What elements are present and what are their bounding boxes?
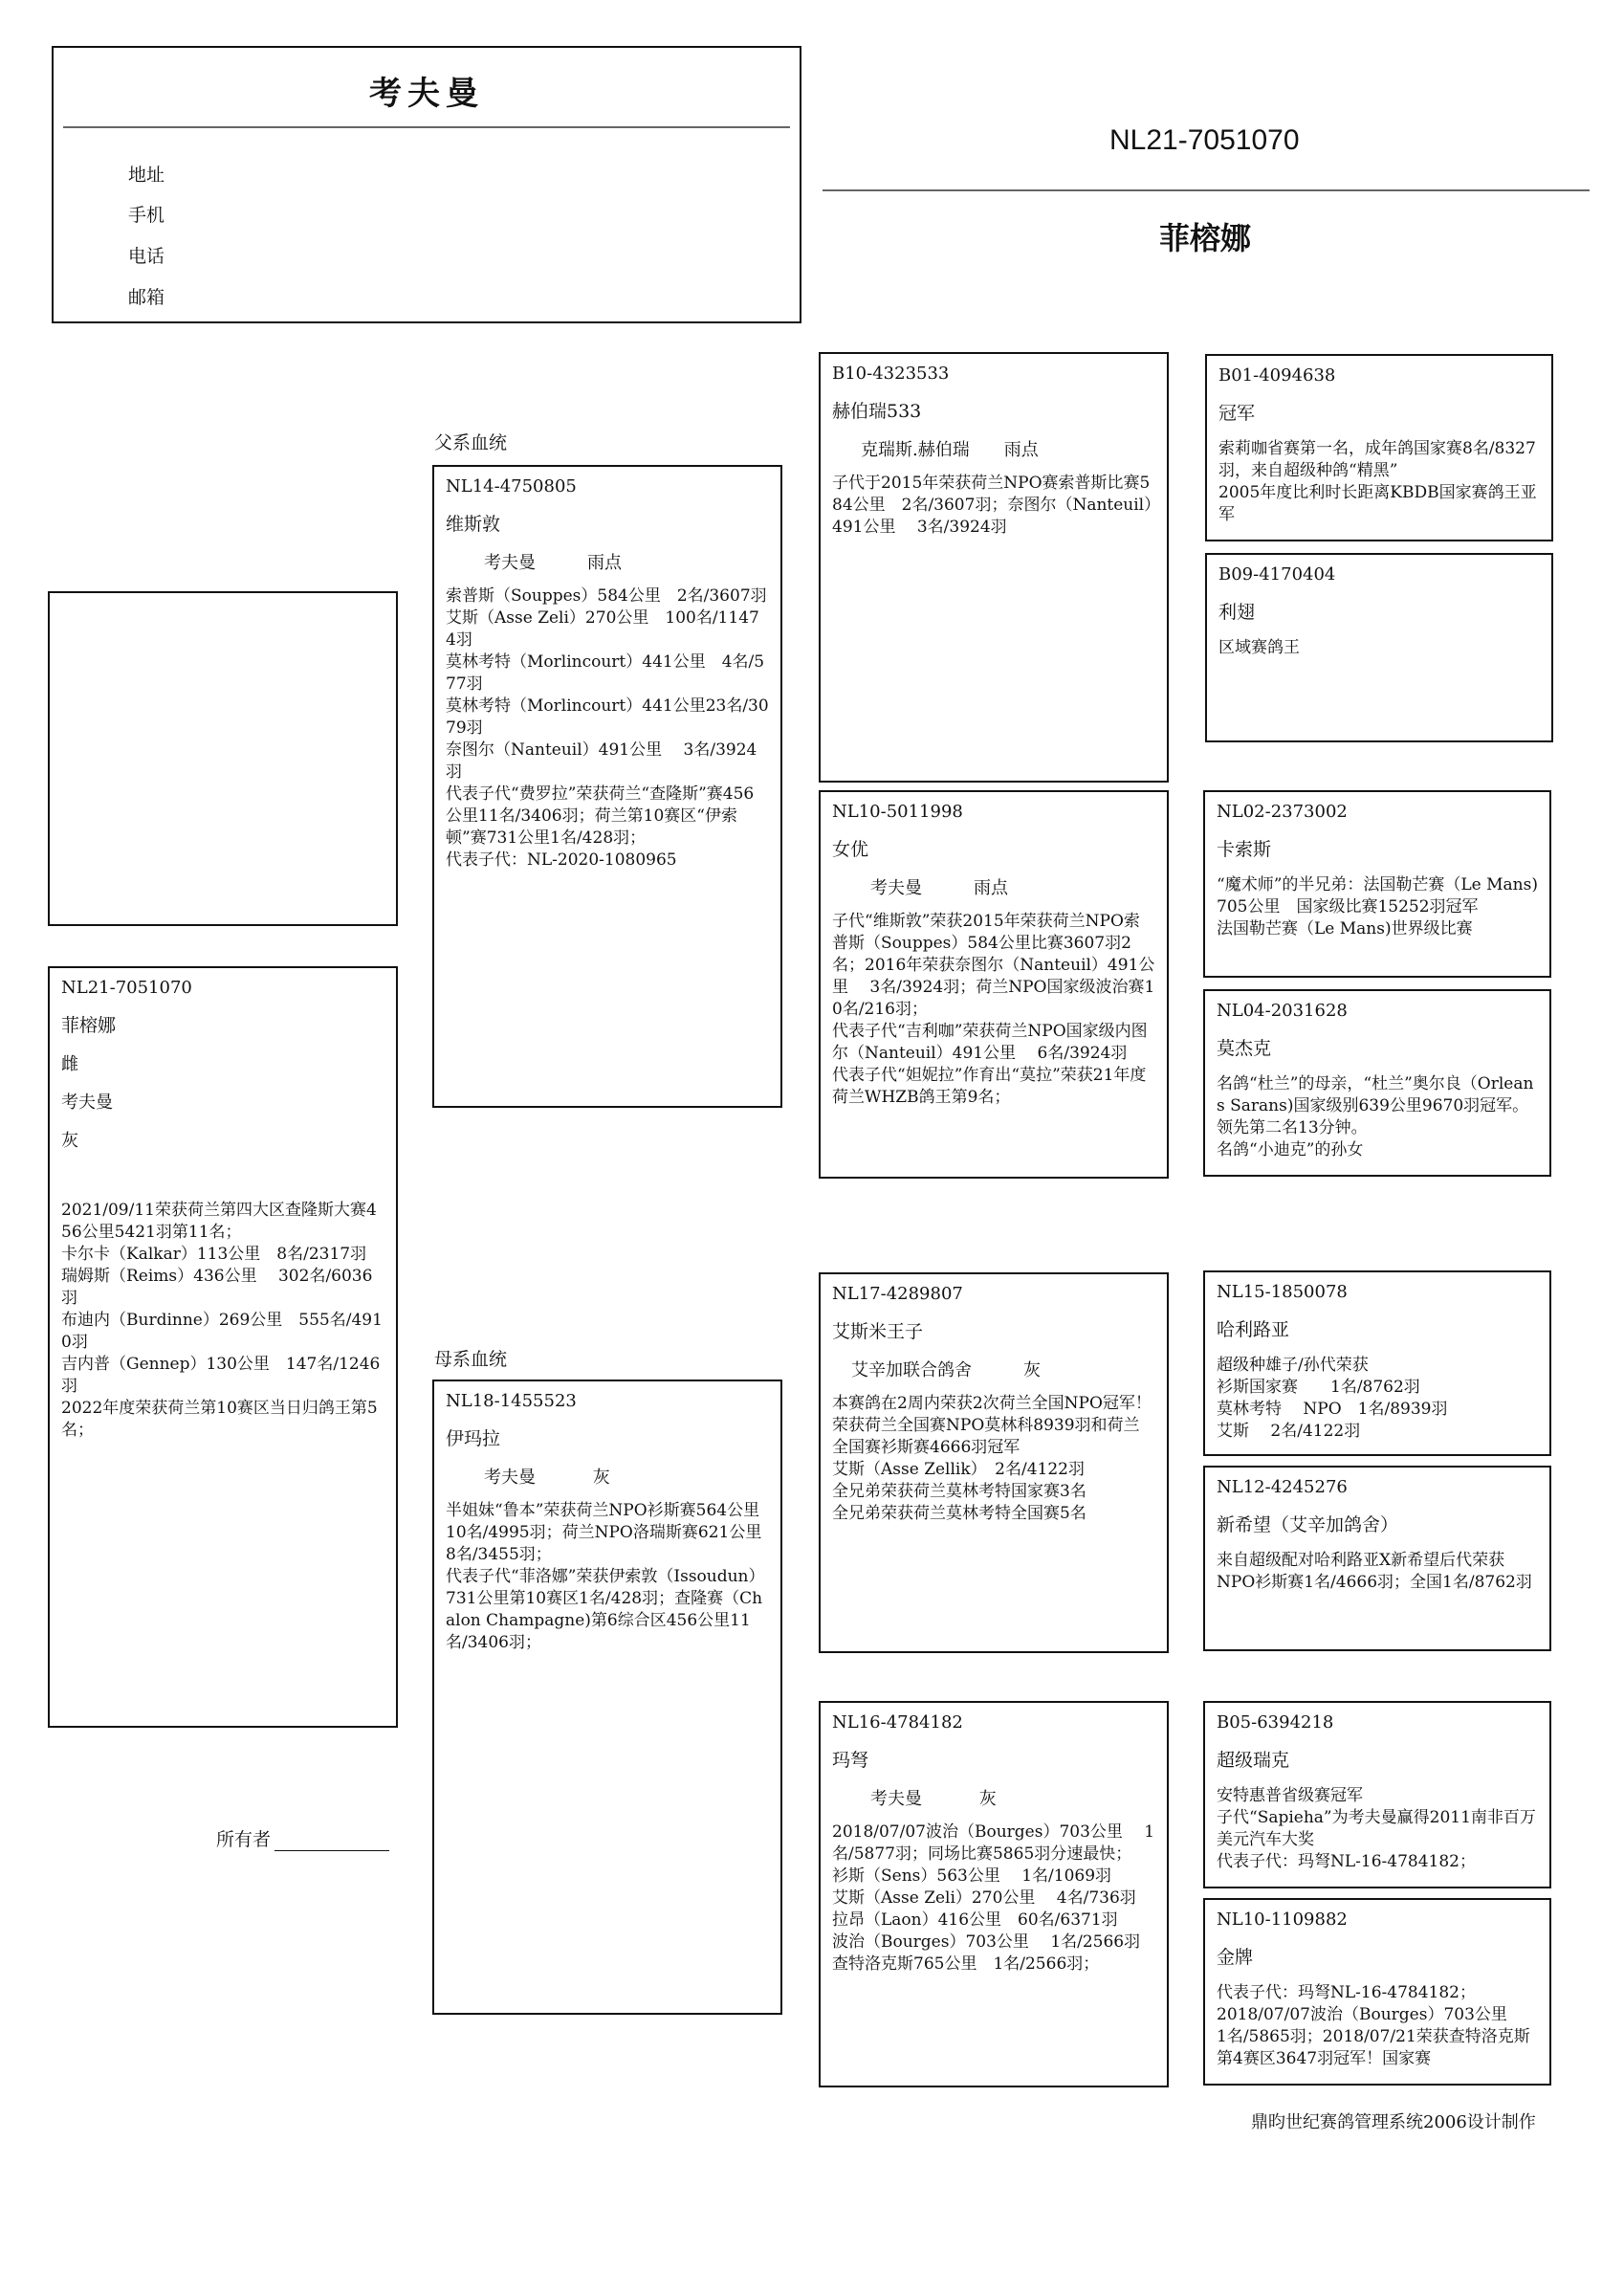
subject-color: 灰 bbox=[61, 1131, 78, 1151]
photo-placeholder bbox=[48, 591, 398, 926]
sd-dam-notes: 名鸽“杜兰”的母亲，“杜兰”奥尔良（Orleans Sarans)国家级别639公里9670羽冠军。领先第二名13分钟。 名鸽“小迪克”的孙女 bbox=[1217, 1074, 1534, 1159]
sire-sire-ring: B10-4323533 bbox=[832, 364, 950, 384]
contact-label-address: 地址 bbox=[128, 165, 165, 186]
dam-owner: 考夫曼 灰 bbox=[484, 1468, 610, 1488]
dd-sire-card bbox=[1203, 1701, 1551, 1888]
page-title: 考夫曼 bbox=[369, 75, 484, 113]
header-divider bbox=[63, 126, 790, 128]
subject-name: 菲榕娜 bbox=[61, 1015, 117, 1036]
sd-dam-ring: NL04-2031628 bbox=[1217, 1001, 1348, 1021]
footer-credit: 鼎昀世纪赛鸽管理系统2006设计制作 bbox=[1251, 2112, 1536, 2132]
sire-dam-owner: 考夫曼 雨点 bbox=[870, 878, 1008, 898]
sire-ring: NL14-4750805 bbox=[446, 476, 577, 497]
ds-dam-ring: NL12-4245276 bbox=[1217, 1477, 1348, 1497]
ss-dam-card bbox=[1205, 553, 1553, 742]
dam-sire-notes: 本赛鸽在2周内荣获2次荷兰全国NPO冠军！ 荣获荷兰全国赛NPO莫林科8939羽和荷兰全国赛衫斯赛4666羽冠军 艾斯（Asse Zellik） 2名/4122羽 全兄弟荣获荷兰莫林考特国家赛3名 全兄弟荣获荷兰莫林考特全国赛5名 bbox=[832, 1394, 1152, 1523]
sd-sire-notes: “魔术师”的半兄弟：法国勒芒赛（Le Mans)705公里 国家级比赛15252羽冠军 法国勒芒赛（Le Mans)世界级比赛 bbox=[1217, 875, 1538, 938]
header-right-divider bbox=[823, 189, 1590, 191]
owner-signature-line bbox=[216, 1825, 389, 1851]
dam-dam-card bbox=[819, 1701, 1169, 2087]
dam-name: 伊玛拉 bbox=[446, 1428, 501, 1449]
dd-sire-notes: 安特惠普省级赛冠军 子代“Sapieha”为考夫曼赢得2011南非百万美元汽车大奖 代表子代：玛弩NL-16-4784182； bbox=[1217, 1786, 1536, 1871]
dam-ring: NL18-1455523 bbox=[446, 1391, 577, 1411]
sire-notes: 索普斯（Souppes）584公里 2名/3607羽 艾斯（Asse Zeli）270公里 100名/11474羽 莫林考特（Morlincourt）441公里 4名/577羽 莫林考特（Morlincourt）441公里23名/3079羽 奈图尔（Nanteuil）491公里 3名/3924羽 代表子代“费罗拉”荣获荷兰“查隆斯”赛456公里11名/3406羽；荷兰第10赛区“伊索顿”赛731公里1名/428羽； 代表子代：NL-2020-1080965 bbox=[446, 586, 769, 870]
ds-sire-notes: 超级种雄子/孙代荣获 衫斯国家赛 1名/8762羽 莫林考特 NPO 1名/8939羽 艾斯 2名/4122羽 bbox=[1217, 1356, 1448, 1441]
sire-sire-notes: 子代于2015年荣获荷兰NPO赛索普斯比赛584公里 2名/3607羽；奈图尔（Nanteuil）491公里 3名/3924羽 bbox=[832, 474, 1152, 537]
sire-card bbox=[432, 465, 782, 1108]
subject-ring: NL21-7051070 bbox=[61, 978, 192, 998]
subject-results: 2021/09/11荣获荷兰第四大区查隆斯大赛456公里5421羽第11名； 卡尔卡（Kalkar）113公里 8名/2317羽 瑞姆斯（Reims）436公里 302名/6036羽 布迪内（Burdinne）269公里 555名/4910羽 吉内普（Gennep）130公里 147名/1246羽 2022年度荣获荷兰第10赛区当日归鸽王第5名； bbox=[61, 1201, 383, 1440]
ds-dam-name: 新希望（艾辛加鸽舍） bbox=[1217, 1514, 1399, 1535]
header-contact-box bbox=[52, 46, 801, 323]
dd-dam-name: 金牌 bbox=[1217, 1947, 1254, 1968]
sire-dam-name: 女优 bbox=[832, 839, 869, 860]
owner-value bbox=[274, 1831, 389, 1851]
dam-sire-card bbox=[819, 1272, 1169, 1653]
sire-line-label: 父系血统 bbox=[434, 432, 508, 453]
sire-dam-card bbox=[819, 790, 1169, 1179]
dd-dam-notes: 代表子代：玛弩NL-16-4784182； 2018/07/07波治（Bourges）703公里 1名/5865羽；2018/07/21荣获查特洛克斯第4赛区3647羽冠军！国家赛 bbox=[1217, 1983, 1530, 2068]
dd-dam-ring: NL10-1109882 bbox=[1217, 1910, 1348, 1930]
sire-name: 维斯敦 bbox=[446, 514, 501, 535]
sire-dam-ring: NL10-5011998 bbox=[832, 802, 963, 822]
contact-label-phone: 电话 bbox=[128, 246, 165, 267]
ds-sire-card bbox=[1203, 1270, 1551, 1456]
dam-card bbox=[432, 1380, 782, 2015]
dam-sire-ring: NL17-4289807 bbox=[832, 1284, 963, 1304]
ds-dam-notes: 来自超级配对哈利路亚X新希望后代荣获 NPO衫斯赛1名/4666羽；全国1名/8762羽 bbox=[1217, 1551, 1532, 1592]
sd-sire-name: 卡索斯 bbox=[1217, 839, 1272, 860]
ss-dam-name: 利翅 bbox=[1218, 602, 1256, 623]
sd-dam-card bbox=[1203, 989, 1551, 1177]
ss-sire-card bbox=[1205, 354, 1553, 541]
dam-sire-owner: 艾辛加联合鸽舍 灰 bbox=[851, 1360, 1041, 1380]
dd-dam-card bbox=[1203, 1898, 1551, 2086]
sire-sire-name: 赫伯瑞533 bbox=[832, 401, 922, 422]
dd-sire-ring: B05-6394218 bbox=[1217, 1712, 1334, 1733]
ss-dam-notes: 区域赛鸽王 bbox=[1218, 638, 1300, 657]
subject-sex: 雌 bbox=[61, 1054, 78, 1074]
bird-name-heading: 菲榕娜 bbox=[1159, 220, 1252, 256]
ds-dam-card bbox=[1203, 1466, 1551, 1651]
dam-dam-ring: NL16-4784182 bbox=[832, 1712, 963, 1733]
contact-label-mobile: 手机 bbox=[128, 205, 165, 226]
subject-card bbox=[48, 966, 398, 1728]
owner-label: 所有者 bbox=[216, 1829, 272, 1850]
ds-sire-ring: NL15-1850078 bbox=[1217, 1282, 1348, 1302]
dam-sire-name: 艾斯米王子 bbox=[832, 1321, 924, 1342]
bird-ring-heading: NL21-7051070 bbox=[1109, 124, 1300, 156]
ss-sire-notes: 索莉咖省赛第一名，成年鸽国家赛8名/8327羽，来自超级种鸽“精黑” 2005年度比利时长距离KBDB国家赛鸽王亚军 bbox=[1218, 439, 1537, 524]
contact-label-email: 邮箱 bbox=[128, 287, 165, 308]
dd-sire-name: 超级瑞克 bbox=[1217, 1750, 1290, 1771]
ss-sire-ring: B01-4094638 bbox=[1218, 365, 1336, 386]
ds-sire-name: 哈利路亚 bbox=[1217, 1319, 1290, 1340]
sd-sire-card bbox=[1203, 790, 1551, 978]
sire-sire-owner: 克瑞斯.赫伯瑞 雨点 bbox=[861, 440, 1039, 460]
dam-dam-notes: 2018/07/07波治（Bourges）703公里 1名/5877羽；同场比赛5865羽分速最快； 衫斯（Sens）563公里 1名/1069羽 艾斯（Asse Zeli）270公里 4名/736羽 拉昂（Laon）416公里 60名/6371羽 波治（Bourges）703公里 1名/2566羽 查特洛克斯765公里 1名/2566羽； bbox=[832, 1822, 1155, 1974]
sire-sire-card bbox=[819, 352, 1169, 783]
sd-sire-ring: NL02-2373002 bbox=[1217, 802, 1348, 822]
dam-notes: 半姐妹“鲁本”荣获荷兰NPO衫斯赛564公里10名/4995羽；荷兰NPO洛瑞斯赛621公里8名/3455羽； 代表子代“菲洛娜”荣获伊索敦（Issoudun）731公里第10赛区1名/428羽；查隆赛（Chalon Champagne)第6综合区456公里11名/3406羽； bbox=[446, 1501, 765, 1652]
sd-dam-name: 莫杰克 bbox=[1217, 1038, 1272, 1059]
subject-owner: 考夫曼 bbox=[61, 1093, 113, 1113]
sire-owner: 考夫曼 雨点 bbox=[484, 553, 622, 573]
dam-dam-owner: 考夫曼 灰 bbox=[870, 1789, 997, 1809]
dam-line-label: 母系血统 bbox=[434, 1349, 508, 1370]
ss-sire-name: 冠军 bbox=[1218, 403, 1256, 424]
ss-dam-ring: B09-4170404 bbox=[1218, 564, 1336, 585]
dam-dam-name: 玛弩 bbox=[832, 1750, 869, 1771]
sire-dam-notes: 子代“维斯敦”荣获2015年荣获荷兰NPO索普斯（Souppes）584公里比赛3607羽2名；2016年荣获奈图尔（Nanteuil）491公里 3名/3924羽；荷兰NPO国家级波治赛10名/216羽； 代表子代“吉利咖”荣获荷兰NPO国家级内图尔（Nanteuil）491公里 6名/3924羽 代表子代“妲妮拉”作育出“莫拉”荣获21年度荷兰WHZB鸽王第9名； bbox=[832, 912, 1155, 1107]
